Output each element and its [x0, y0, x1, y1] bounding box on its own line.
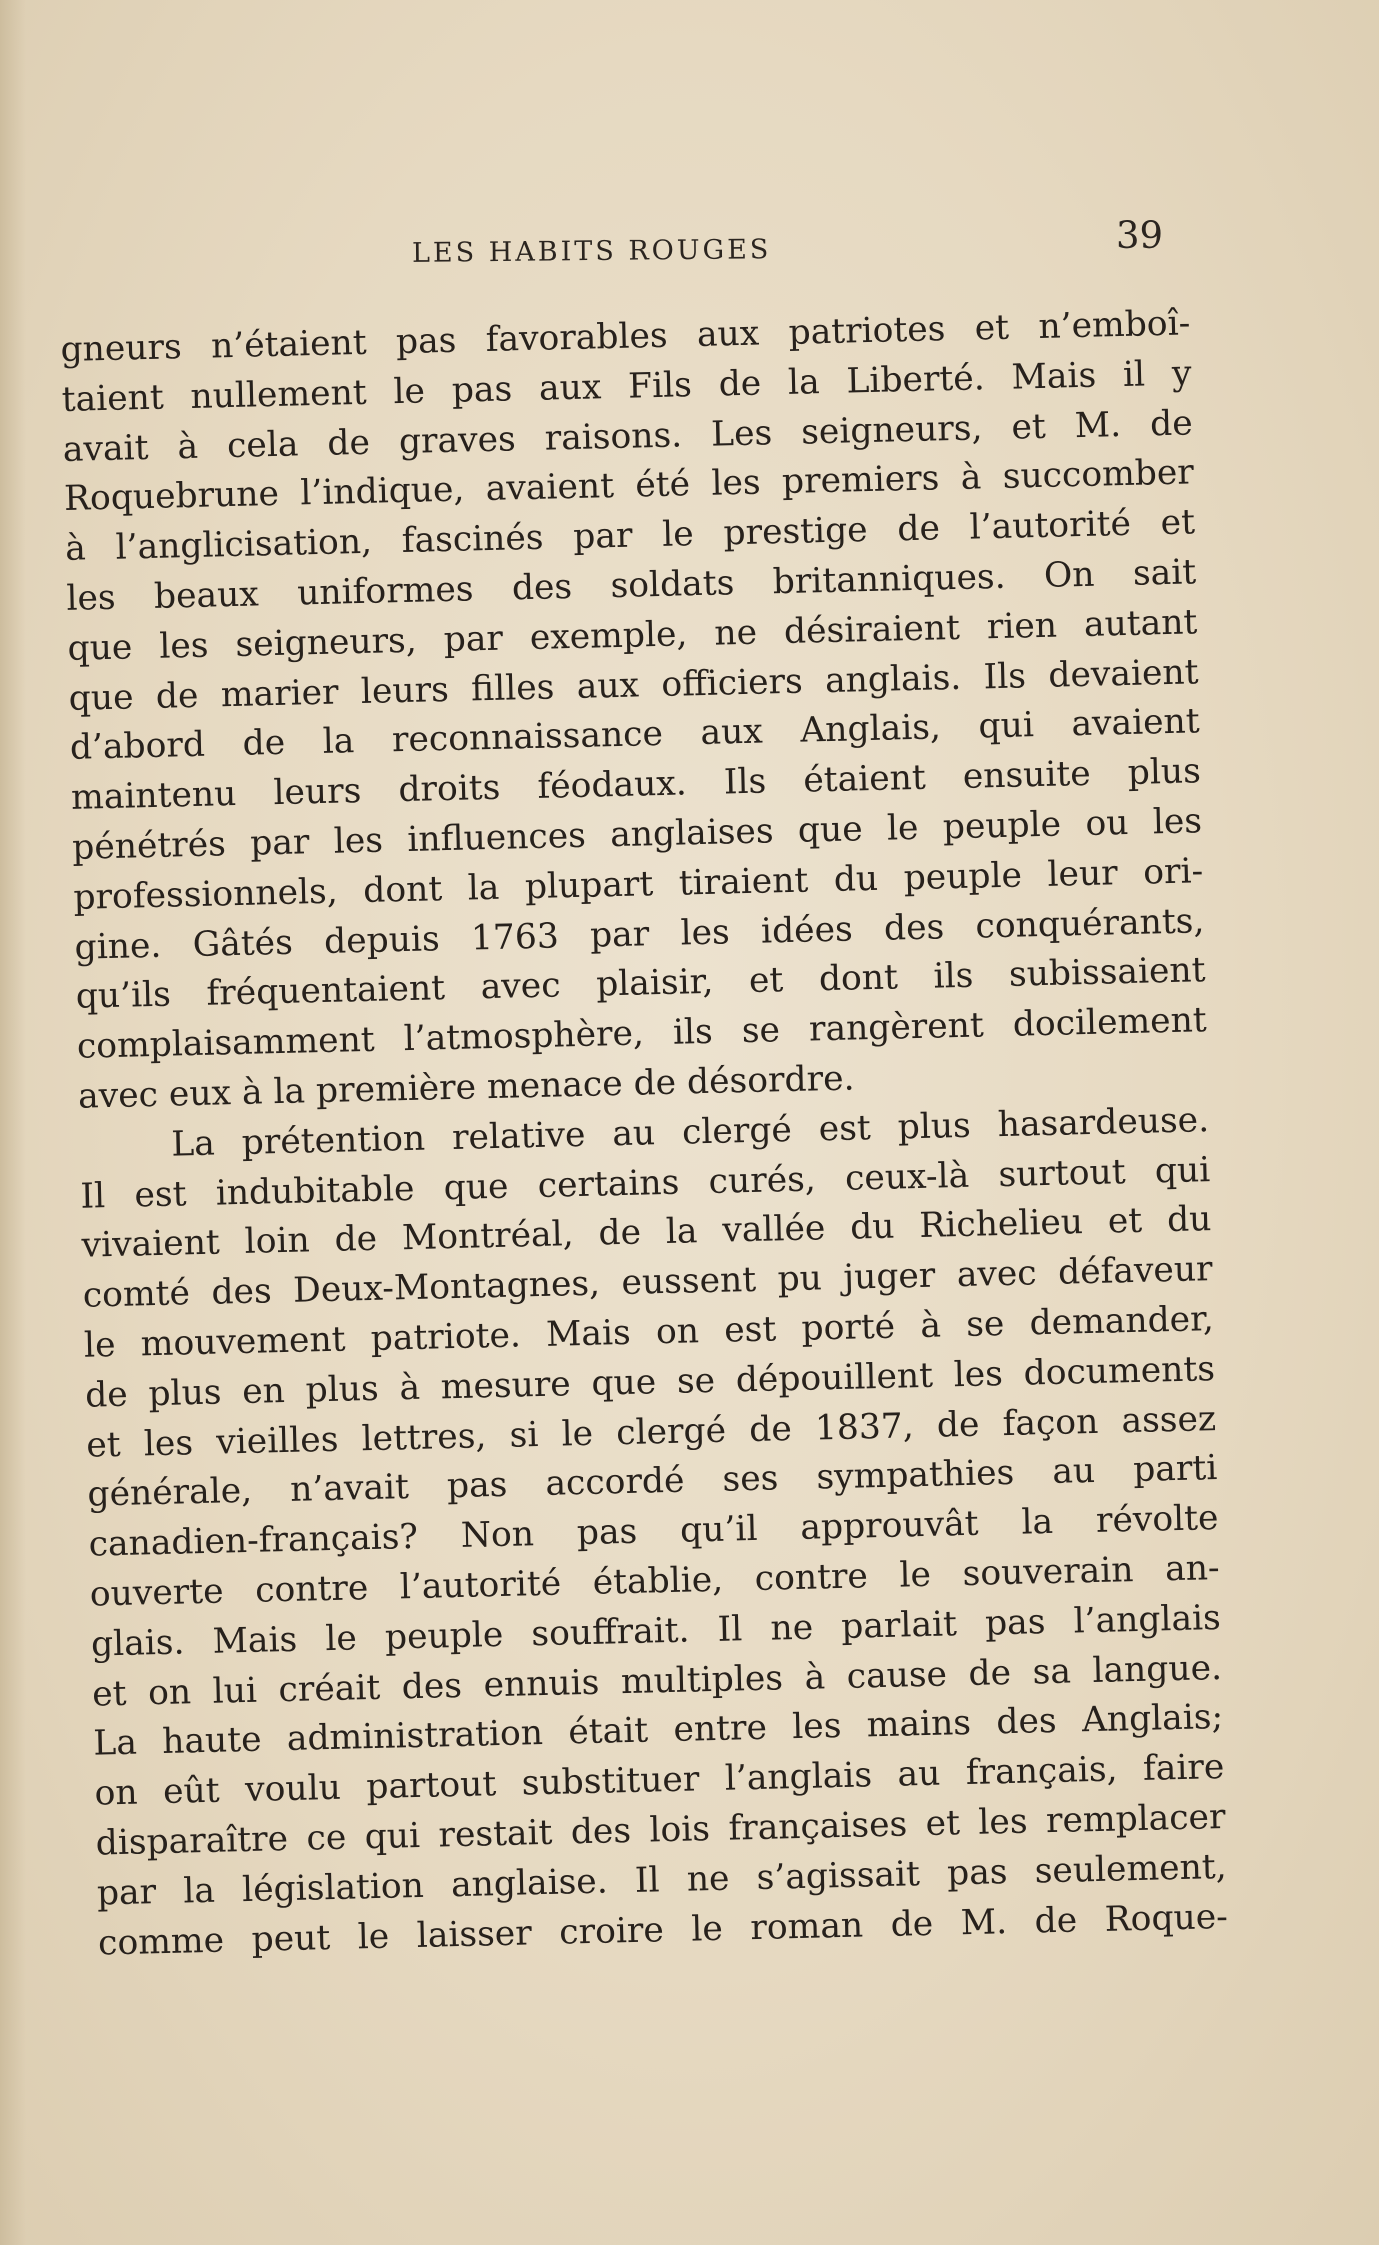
text-line: et les vieilles lettres, si le clergé de 1837, de façon assez — [85, 1398, 1217, 1466]
text-line: le mouvement patriote. Mais on est porté à se demander, — [83, 1299, 1215, 1366]
text-line: maintenu leurs droits féodaux. Ils étaient ensuite plus — [70, 751, 1202, 819]
text-line: et on lui créait des ennuis multiples à cause de sa langue. — [91, 1647, 1223, 1715]
text-line: vivaient loin de Montréal, de la vallée du Richelieu et du — [81, 1199, 1212, 1267]
text-line: à l’anglicisation, fascinés par le prestige de l’autorité et — [64, 502, 1196, 570]
text-line: professionnels, dont la plupart tiraient du peuple leur ori- — [72, 850, 1204, 918]
page-number: 39 — [1116, 214, 1164, 257]
text-line: de plus en plus à mesure que se dépouillent les documents — [84, 1348, 1216, 1416]
text-line: avec eux à la première menace de désordre. — [77, 1058, 855, 1117]
running-head: LES HABITS ROUGES — [411, 234, 772, 269]
text-line: par la législation anglaise. Il ne s’agissait pas seulement, — [96, 1846, 1228, 1914]
text-line: d’abord de la reconnaissance aux Anglais, qui avaient — [69, 701, 1201, 769]
text-line: glais. Mais le peuple souffrait. Il ne parlait pas l’anglais — [90, 1597, 1222, 1665]
text-line: pénétrés par les influences anglaises que le peuple ou les — [71, 801, 1203, 868]
text-line: générale, n’avait pas accordé ses sympathies au parti — [87, 1448, 1218, 1515]
text-line: comme peut le laisser croire le roman de M. de Roque- — [97, 1896, 1229, 1964]
page-gutter-shadow — [0, 0, 26, 2245]
text-line: gneurs n’étaient pas favorables aux patriotes et n’emboî- — [60, 303, 1191, 370]
text-line: les beaux uniformes des soldats britanniques. On sait — [65, 552, 1197, 619]
text-line: ouverte contre l’autorité établie, contre le souverain an- — [89, 1547, 1221, 1615]
text-line: comté des Deux-Montagnes, eussent pu juger avec défaveur — [82, 1249, 1214, 1316]
text-line: qu’ils fréquentaient avec plaisir, et dont ils subissaient — [75, 950, 1206, 1018]
text-line: complaisamment l’atmosphère, ils se rangèrent docilement — [76, 1000, 1208, 1067]
text-line: disparaître ce qui restait des lois françaises et les remplacer — [95, 1796, 1226, 1864]
text-line: Roquebrune l’indique, avaient été les premiers à succomber — [63, 452, 1195, 520]
text-line: taient nullement le pas aux Fils de la Liberté. Mais il y — [61, 353, 1192, 420]
text-line: La haute administration était entre les mains des Anglais; — [92, 1697, 1224, 1764]
paragraph — [60, 299, 1208, 1122]
text-line: que les seigneurs, par exemple, ne désiraient rien autant — [67, 602, 1198, 669]
text-line: gine. Gâtés depuis 1763 par les idées des conquérants, — [74, 900, 1205, 968]
text-line: on eût voulu partout substituer l’anglais au français, faire — [94, 1747, 1225, 1814]
body-text — [60, 299, 1228, 1968]
text-line: canadien-français? Non pas qu’il approuvât la révolte — [88, 1498, 1219, 1565]
text-line: avait à cela de graves raisons. Les seigneurs, et M. de — [62, 402, 1194, 470]
paragraph — [79, 1096, 1229, 1969]
text-line: Il est indubitable que certains curés, ceux-là surtout qui — [80, 1149, 1211, 1217]
text-line: que de marier leurs filles aux officiers anglais. Ils devaient — [68, 651, 1199, 719]
text-line: La prétention relative au clergé est plus hasardeuse. — [170, 1099, 1210, 1165]
